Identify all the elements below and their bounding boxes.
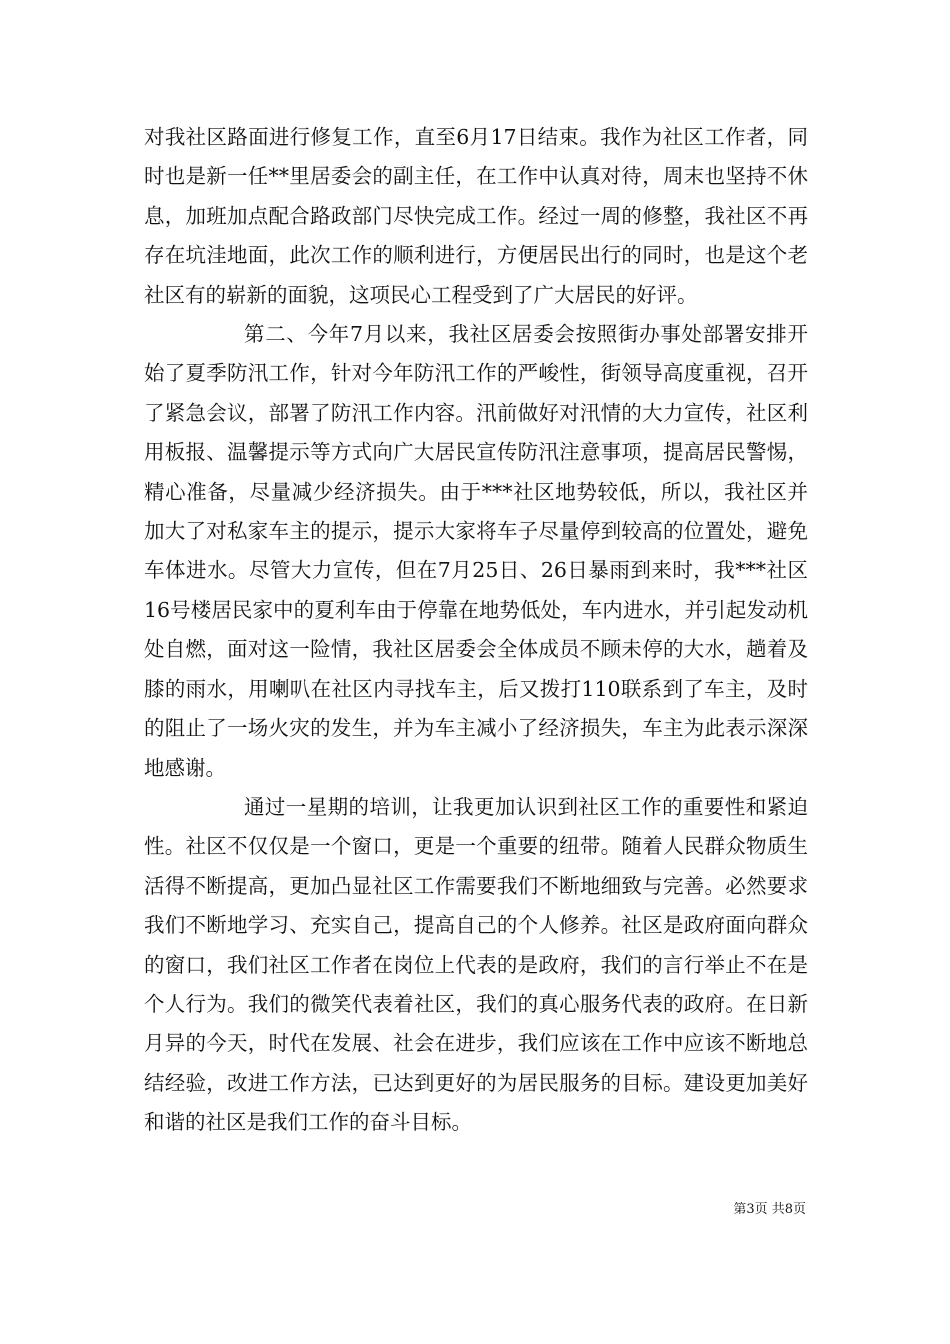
page-number-footer: 第3页 共8页 — [733, 1202, 806, 1217]
paragraph-flood-prevention: 第二、今年7月以来，我社区居委会按照街办事处部署安排开始了夏季防汛工作，针对今年防汛工作的严峻性，街领导高度重视，召开了紧急会议，部署了防汛工作内容。汛前做好对汛情的大力宣传，社区利用板报、温馨提示等方式向广大居民宣传防汛注意事项，提高居民警惕，精心准备，尽量减少经济损失。由于***社区地势较低，所以，我社区并加大了对私家车主的提示，提示大家将车子尽量停到较高的位置处，避免车体进水。尽管大力宣传，但在7月25日、26日暴雨到来时，我***社区16号楼居民家中的夏利车由于停靠在地势低处，车内进水，并引起发动机处自燃，面对这一险情，我社区居委会全体成员不顾未停的大水，趟着及膝的雨水，用喇叭在社区内寻找车主，后又拨打110联系到了车主，及时的阻止了一场火灾的发生，并为车主减小了经济损失，车主为此表示深深地感谢。 — [144, 322, 808, 780]
paragraph-training-reflection: 通过一星期的培训，让我更加认识到社区工作的重要性和紧迫性。社区不仅仅是一个窗口，更是一个重要的纽带。随着人民群众物质生活得不断提高，更加凸显社区工作需要我们不断地细致与完善。必然要求我们不断地学习、充实自己，提高自己的个人修养。社区是政府面向群众的窗口，我们社区工作者在岗位上代表的是政府，我们的言行举止不在是个人行为。我们的微笑代表着社区，我们的真心服务代表的政府。在日新月异的今天，时代在发展、社会在进步，我们应该在工作中应该不断地总结经验，改进工作方法，已达到更好的为居民服务的目标。建设更加美好和谐的社区是我们工作的奋斗目标。 — [144, 794, 808, 1135]
document-body — [144, 118, 808, 1143]
paragraph-road-repair: 对我社区路面进行修复工作，直至6月17日结束。我作为社区工作者，同时也是新一任**里居委会的副主任，在工作中认真对待，周末也坚持不休息，加班加点配合路政部门尽快完成工作。经过一周的修整，我社区不再存在坑洼地面，此次工作的顺利进行，方便居民出行的同时，也是这个老社区有的崭新的面貌，这项民心工程受到了广大居民的好评。 — [144, 125, 808, 307]
